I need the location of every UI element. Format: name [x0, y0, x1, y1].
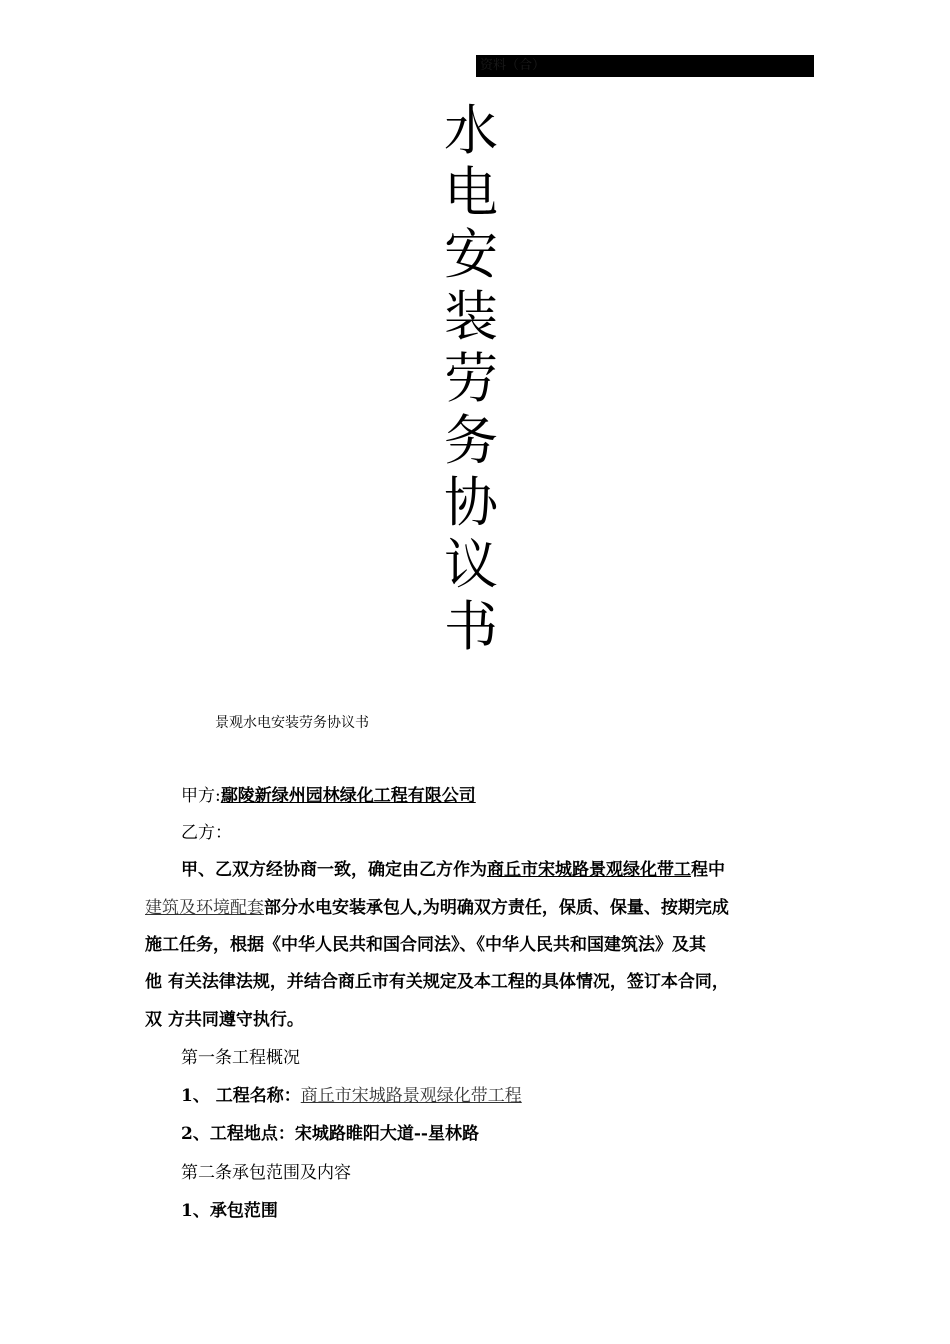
- intro-text: 甲、乙双方经协商一致，确定由乙方作为: [181, 860, 487, 880]
- title-char: 安: [444, 223, 498, 286]
- project-name-label: 1、 工程名称：: [181, 1086, 301, 1106]
- header-bar: [476, 55, 814, 77]
- project-name-link: 商丘市宋城路景观绿化带工: [487, 860, 691, 880]
- header-bar-text: 资料（合）: [480, 58, 546, 73]
- document-title: [441, 100, 501, 658]
- article-1-item-2: 2、工程地点：宋城路睢阳大道--星林路: [181, 1124, 479, 1144]
- title-char: 电: [444, 161, 498, 224]
- intro-line-2: [145, 897, 729, 919]
- document-subtitle: 景观水电安装劳务协议书: [215, 715, 369, 731]
- title-char: 劳: [444, 347, 498, 410]
- party-b-line: [181, 822, 232, 844]
- intro-line-4: 他 有关法律法规，并结合商丘市有关规定及本工程的具体情况，签订本合同，: [145, 972, 729, 992]
- intro-line-3: 施工任务，根据《中华人民共和国合同法》、《中华人民共和国建筑法》及其: [145, 935, 706, 955]
- article-2-heading: 第二条承包范围及内容: [181, 1163, 351, 1183]
- article-1-heading: 第一条工程概况: [181, 1048, 300, 1068]
- title-char: 议: [444, 533, 498, 596]
- title-char: 协: [444, 471, 498, 534]
- article-1-item-1: [181, 1085, 522, 1107]
- article-2-item-1: 1、承包范围: [181, 1201, 278, 1221]
- intro-text: 程中: [691, 860, 725, 880]
- project-name-value: 商丘市宋城路景观绿化带工程: [300, 1086, 522, 1106]
- scope-text: 建筑及环境配套: [145, 898, 264, 918]
- party-a-label: 甲方:: [181, 786, 221, 806]
- party-a-line: [181, 785, 476, 807]
- title-char: 水: [444, 99, 498, 162]
- title-char: 装: [444, 285, 498, 348]
- intro-line-5: 双 方共同遵守执行。: [145, 1010, 304, 1030]
- party-a-name: 鄢陵新绿州园林绿化工程有限公司: [220, 786, 476, 806]
- title-char: 书: [444, 595, 498, 658]
- party-b-label: 乙方：: [181, 823, 232, 843]
- intro-line-1: [181, 859, 725, 881]
- title-char: 务: [444, 409, 498, 472]
- intro-text: 部分水电安装承包人,为明确双方责任，保质、保量、按期完成: [264, 898, 729, 918]
